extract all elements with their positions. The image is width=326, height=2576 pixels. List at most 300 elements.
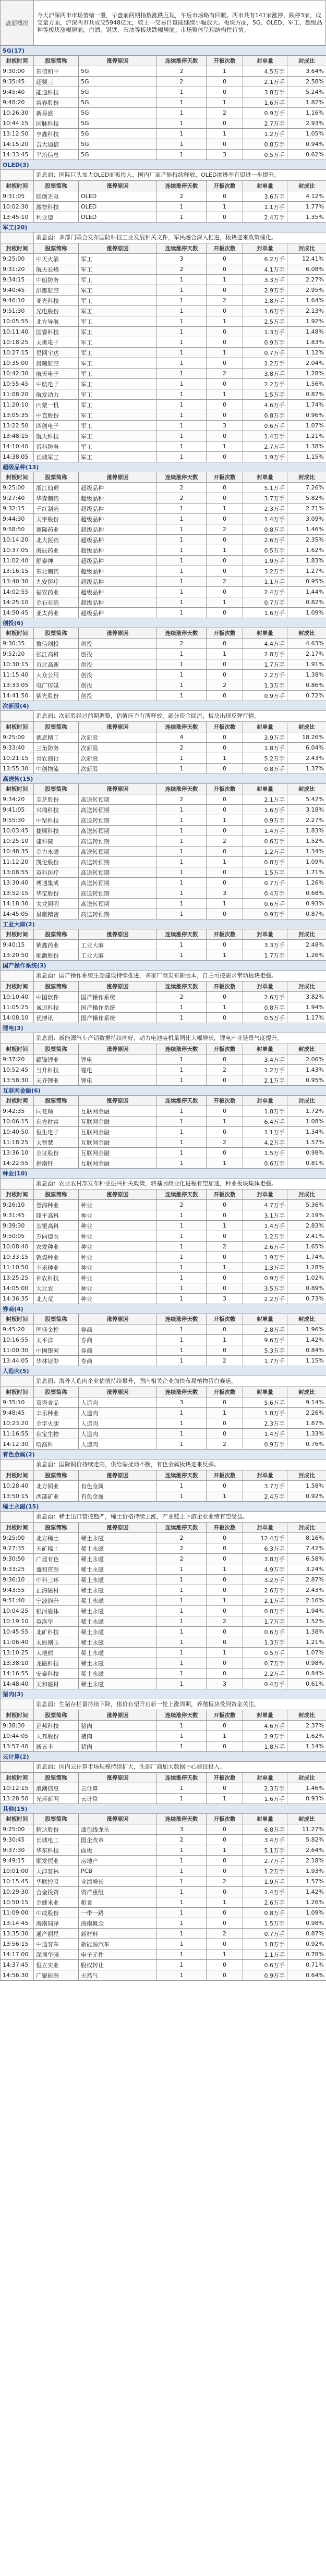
column-header: 连续涨停天数 — [157, 243, 207, 254]
seal-time-cell: 9:26:10 — [1, 1200, 34, 1210]
consecutive-days-cell: 1 — [157, 524, 207, 535]
seal-time-cell: 9:37:30 — [1, 1845, 34, 1856]
consecutive-days-cell: 2 — [157, 794, 207, 805]
limit-reason-cell: 稀土永磁 — [79, 1637, 157, 1648]
seal-volume-cell: 1.2万手 — [243, 1065, 287, 1075]
section-title: 券商(4) — [1, 1304, 326, 1314]
board-open-count-cell: 0 — [207, 1856, 243, 1866]
table-row — [1, 764, 326, 774]
board-open-count-cell: 3 — [207, 421, 243, 431]
consecutive-days-cell: 1 — [157, 1949, 207, 1960]
stock-name-cell: 天邦股份 — [34, 1731, 79, 1741]
section-note: 消息面：国内云计算市场规模持续扩大，头部厂商加大数据中心建设投入。 — [34, 1762, 326, 1773]
column-header-row — [1, 243, 326, 254]
consecutive-days-cell: 1 — [157, 659, 207, 670]
consecutive-days-cell: 1 — [157, 909, 207, 919]
consecutive-days-cell: 1 — [157, 369, 207, 379]
table-row — [1, 556, 326, 566]
board-open-count-cell: 0 — [207, 1200, 243, 1210]
table-row — [1, 431, 326, 441]
table-row — [1, 358, 326, 369]
consecutive-days-cell: 1 — [157, 1637, 207, 1648]
seal-volume-cell: 1.5万手 — [243, 1918, 287, 1929]
seal-time-cell: 14:25:10 — [1, 597, 34, 608]
board-open-count-cell: 0 — [207, 1252, 243, 1262]
table-row — [1, 1397, 326, 1408]
stock-name-cell: 五矿稀土 — [34, 1543, 79, 1554]
seal-time-cell: 11:02:40 — [1, 556, 34, 566]
limit-reason-cell: 高送转预期 — [79, 899, 157, 909]
column-header: 封板时间 — [1, 982, 34, 992]
seal-volume-cell: 2.4万手 — [243, 1491, 287, 1502]
seal-time-cell: 13:57:40 — [1, 1741, 34, 1752]
table-row — [1, 1960, 326, 1970]
limit-reason-cell: 电子元件 — [79, 1949, 157, 1960]
table-row — [1, 535, 326, 545]
board-open-count-cell: 0 — [207, 1013, 243, 1023]
limit-reason-cell: 稀土永磁 — [79, 1669, 157, 1679]
column-header: 涨停原因 — [79, 56, 157, 66]
table-row — [1, 1835, 326, 1845]
limit-reason-cell: 5G — [79, 66, 157, 77]
seal-time-cell: 13:35:30 — [1, 1929, 34, 1939]
consecutive-days-cell: 1 — [157, 1439, 207, 1450]
stock-name-cell: 中航电子 — [34, 379, 79, 389]
seal-time-cell: 11:18:25 — [1, 1137, 34, 1148]
stock-name-cell: 东信和平 — [34, 66, 79, 77]
seal-time-cell: 14:37:45 — [1, 1960, 34, 1970]
limit-reason-cell: 高送转预期 — [79, 888, 157, 899]
seal-ratio-cell: 18.26% — [287, 732, 326, 743]
consecutive-days-cell: 1 — [157, 1897, 207, 1908]
table-row — [1, 524, 326, 535]
stock-name-cell: 航天长峰 — [34, 264, 79, 275]
board-open-count-cell: 0 — [207, 659, 243, 670]
limit-reason-cell: 种业 — [79, 1242, 157, 1252]
section-note: 消息面：生猪存栏量持续下降，猪价有望开启新一轮上涨周期，养殖板块受到资金关注。 — [34, 1699, 326, 1710]
column-header-row — [1, 1523, 326, 1533]
stock-name-cell: 优博讯 — [34, 1013, 79, 1023]
seal-volume-cell: 1.6万手 — [243, 608, 287, 618]
section-note: 消息面：次新股经过前期调整，估值压力有所释放，部分资金回流，板块出现反弹行情。 — [34, 711, 326, 722]
section-note: 消息面：多部门联合发布国防科技工业发展相关文件，军民融合深入推进，板块迎来政策催化。 — [34, 232, 326, 243]
seal-volume-cell: 0.8万手 — [243, 764, 287, 774]
stock-name-cell: 中成股份 — [34, 1908, 79, 1918]
stock-name-cell: 通产丽星 — [34, 1929, 79, 1939]
stock-name-cell: 太平洋 — [34, 1335, 79, 1345]
board-open-count-cell: 1 — [207, 815, 243, 826]
column-header: 连续涨停天数 — [157, 1523, 207, 1533]
board-open-count-cell: 2 — [207, 1356, 243, 1366]
seal-ratio-cell: 5.42% — [287, 794, 326, 805]
table-row — [1, 732, 326, 743]
limit-reason-cell: 5G — [79, 129, 157, 139]
seal-volume-cell: 4.6万手 — [243, 400, 287, 410]
section-title: 创投(6) — [1, 618, 326, 628]
seal-ratio-cell: 3.82% — [287, 992, 326, 1002]
column-header: 封板时间 — [1, 1387, 34, 1397]
seal-time-cell: 13:36:10 — [1, 1148, 34, 1158]
seal-ratio-cell: 3.24% — [287, 1564, 326, 1575]
table-row — [1, 1127, 326, 1137]
table-row — [1, 1408, 326, 1418]
column-header: 开板次数 — [207, 1710, 243, 1721]
section-header — [1, 1169, 326, 1179]
seal-volume-cell: 4.5万手 — [243, 66, 287, 77]
seal-ratio-cell: 0.87% — [287, 389, 326, 400]
seal-time-cell: 9:25:00 — [1, 483, 34, 493]
seal-volume-cell: 2.3万手 — [243, 1418, 287, 1429]
seal-ratio-cell: 2.93% — [287, 118, 326, 129]
seal-time-cell: 10:29:30 — [1, 1887, 34, 1897]
column-header: 开板次数 — [207, 1189, 243, 1200]
stock-name-cell: 鲁信创投 — [34, 639, 79, 649]
board-open-count-cell: 2 — [207, 1242, 243, 1252]
seal-time-cell: 9:36:10 — [1, 1575, 34, 1585]
limit-reason-cell: 超级品种 — [79, 566, 157, 576]
seal-volume-cell: 3.4万手 — [243, 1054, 287, 1065]
limit-reason-cell: 国产操作系统 — [79, 1002, 157, 1013]
board-open-count-cell: 0 — [207, 1887, 243, 1897]
seal-volume-cell: 2.2万手 — [243, 670, 287, 680]
stock-name-cell: 吉大通信 — [34, 139, 79, 150]
consecutive-days-cell: 3 — [157, 1397, 207, 1408]
column-header: 股票简称 — [34, 784, 79, 794]
seal-time-cell: 11:08:20 — [1, 389, 34, 400]
board-open-count-cell: 2 — [207, 524, 243, 535]
column-header: 封成比 — [287, 628, 326, 639]
stock-name-cell: 太龙照明 — [34, 899, 79, 909]
limit-reason-cell: 国产操作系统 — [79, 992, 157, 1002]
limit-reason-cell: 互联网金融 — [79, 1117, 157, 1127]
table-row — [1, 379, 326, 389]
stock-name-cell: 电广传媒 — [34, 680, 79, 691]
seal-ratio-cell: 9.14% — [287, 1397, 326, 1408]
limit-reason-cell: 次新股 — [79, 732, 157, 743]
seal-volume-cell: 1.1万手 — [243, 576, 287, 587]
seal-ratio-cell: 1.57% — [287, 1137, 326, 1148]
consecutive-days-cell: 1 — [157, 764, 207, 774]
table-row — [1, 493, 326, 504]
seal-ratio-cell: 0.87% — [287, 909, 326, 919]
seal-time-cell: 9:35:10 — [1, 1397, 34, 1408]
seal-time-cell: 10:18:25 — [1, 337, 34, 348]
seal-time-cell: 14:36:35 — [1, 1294, 34, 1304]
stock-name-cell: 丰乐种业 — [34, 1262, 79, 1273]
board-open-count-cell: 0 — [207, 431, 243, 441]
limit-reason-cell: 创投 — [79, 639, 157, 649]
seal-ratio-cell: 0.92% — [287, 1939, 326, 1949]
seal-volume-cell: 4.4万手 — [243, 639, 287, 649]
stock-name-cell: 亚太药业 — [34, 608, 79, 618]
seal-ratio-cell: 0.81% — [287, 1158, 326, 1169]
stock-name-cell: 大北农 — [34, 1283, 79, 1294]
seal-time-cell: 9:52:20 — [1, 649, 34, 659]
board-open-count-cell: 0 — [207, 1148, 243, 1158]
seal-volume-cell: 1.7万手 — [243, 1616, 287, 1627]
stock-name-cell: 盛和资源 — [34, 1564, 79, 1575]
seal-volume-cell: 1.1万手 — [243, 202, 287, 212]
seal-ratio-cell: 0.93% — [287, 899, 326, 909]
seal-time-cell: 9:45:40 — [1, 87, 34, 97]
board-open-count-cell: 0 — [207, 639, 243, 649]
seal-ratio-cell: 1.72% — [287, 1106, 326, 1117]
limit-reason-cell: 互联网金融 — [79, 1137, 157, 1148]
stock-name-cell: 哈高科 — [34, 1439, 79, 1450]
limit-reason-cell: 房地产 — [79, 1856, 157, 1866]
board-open-count-cell: 1 — [207, 1564, 243, 1575]
seal-volume-cell: 1.3万手 — [243, 680, 287, 691]
table-row — [1, 1294, 326, 1304]
board-open-count-cell: 0 — [207, 212, 243, 223]
column-header-row — [1, 929, 326, 940]
table-row — [1, 1262, 326, 1273]
limit-reason-cell: 互联网金融 — [79, 1148, 157, 1158]
consecutive-days-cell: 1 — [157, 150, 207, 160]
limit-reason-cell: 创投 — [79, 649, 157, 659]
board-open-count-cell: 2 — [207, 576, 243, 587]
stock-name-cell: 天齐锂业 — [34, 1075, 79, 1086]
consecutive-days-cell: 1 — [157, 1585, 207, 1596]
limit-reason-cell: 高送转预期 — [79, 836, 157, 847]
seal-ratio-cell: 1.71% — [287, 867, 326, 878]
table-row — [1, 576, 326, 587]
table-row — [1, 202, 326, 212]
note-label — [1, 1512, 34, 1523]
board-open-count-cell: 0 — [207, 1283, 243, 1294]
limit-reason-cell: 工业大麻 — [79, 940, 157, 950]
stock-name-cell: 北方稀土 — [34, 1533, 79, 1543]
stock-name-cell: 当升科技 — [34, 1065, 79, 1075]
stock-name-cell: 万向德农 — [34, 1231, 79, 1242]
seal-volume-cell: 0.8万手 — [243, 1908, 287, 1918]
stock-name-cell: 激智科技 — [34, 202, 79, 212]
seal-volume-cell: 2.4万手 — [243, 212, 287, 223]
consecutive-days-cell: 1 — [157, 1148, 207, 1158]
seal-ratio-cell: 0.61% — [287, 1679, 326, 1689]
seal-ratio-cell: 0.93% — [287, 1794, 326, 1804]
stock-name-cell: 农发种业 — [34, 1242, 79, 1252]
column-header: 股票简称 — [34, 1387, 79, 1397]
seal-volume-cell: 1.6万手 — [243, 1794, 287, 1804]
seal-volume-cell: 3.5万手 — [243, 1283, 287, 1294]
board-open-count-cell: 1 — [207, 1794, 243, 1804]
section-title: 军工(20) — [1, 223, 326, 232]
seal-volume-cell: 2.3万手 — [243, 1783, 287, 1794]
seal-time-cell: 13:12:50 — [1, 129, 34, 139]
stock-name-cell: 大智慧 — [34, 1137, 79, 1148]
limit-reason-cell: 军工 — [79, 264, 157, 275]
section-title: 其他(15) — [1, 1804, 326, 1814]
stock-name-cell: 北大荒 — [34, 1294, 79, 1304]
seal-volume-cell: 0.9万手 — [243, 815, 287, 826]
seal-volume-cell: 2.7万手 — [243, 118, 287, 129]
board-open-count-cell: 2 — [207, 1616, 243, 1627]
section-note: 消息面：国际巨头加大OLED面板投入，国内厂商产能持续释放，OLED渗透率有望进一步提升。 — [34, 170, 326, 181]
column-header: 封成比 — [287, 1523, 326, 1533]
stock-name-cell: 天和磁材 — [34, 1679, 79, 1689]
seal-ratio-cell: 0.95% — [287, 1075, 326, 1086]
seal-time-cell: 14:22:55 — [1, 1158, 34, 1169]
stock-name-cell: 建科院 — [34, 836, 79, 847]
table-row — [1, 296, 326, 306]
limit-reason-cell: OLED — [79, 202, 157, 212]
consecutive-days-cell: 2 — [157, 1533, 207, 1543]
seal-ratio-cell: 1.34% — [287, 847, 326, 857]
limit-reason-cell: 面板 — [79, 1845, 157, 1856]
column-header: 涨停原因 — [79, 1710, 157, 1721]
limit-reason-cell: 次新股 — [79, 753, 157, 764]
table-row — [1, 1564, 326, 1575]
seal-volume-cell: 1.2万手 — [243, 847, 287, 857]
seal-time-cell: 9:32:15 — [1, 504, 34, 514]
seal-ratio-cell: 1.46% — [287, 524, 326, 535]
column-header: 连续涨停天数 — [157, 1710, 207, 1721]
consecutive-days-cell: 4 — [157, 732, 207, 743]
column-header: 封成比 — [287, 722, 326, 732]
table-row — [1, 77, 326, 87]
seal-time-cell: 10:55:45 — [1, 379, 34, 389]
limit-reason-cell: 军工 — [79, 348, 157, 358]
board-open-count-cell: 2 — [207, 1929, 243, 1939]
board-open-count-cell: 0 — [207, 285, 243, 296]
seal-volume-cell: 2.1万手 — [243, 1075, 287, 1086]
seal-time-cell: 13:33:05 — [1, 680, 34, 691]
seal-time-cell: 10:50:15 — [1, 1897, 34, 1908]
seal-volume-cell: 1.8万手 — [243, 1408, 287, 1418]
seal-volume-cell: 3.8万手 — [243, 369, 287, 379]
limit-reason-cell: 稀土永磁 — [79, 1627, 157, 1637]
seal-time-cell: 14:45:05 — [1, 909, 34, 919]
column-header: 连续涨停天数 — [157, 1044, 207, 1054]
seal-volume-cell: 2.5万手 — [243, 316, 287, 327]
column-header: 封成比 — [287, 1189, 326, 1200]
seal-ratio-cell: 1.17% — [287, 1013, 326, 1023]
table-row — [1, 212, 326, 223]
consecutive-days-cell: 1 — [157, 202, 207, 212]
table-row — [1, 421, 326, 431]
limit-reason-cell: 海南概念 — [79, 1918, 157, 1929]
seal-time-cell: 9:39:30 — [1, 1221, 34, 1231]
limit-reason-cell: 军工 — [79, 410, 157, 421]
stock-name-cell: 九安医疗 — [34, 576, 79, 587]
board-open-count-cell: 0 — [207, 1939, 243, 1949]
table-row — [1, 1918, 326, 1929]
limit-reason-cell: 高送转预期 — [79, 826, 157, 836]
limit-reason-cell: 军工 — [79, 306, 157, 316]
board-open-count-cell: 0 — [207, 535, 243, 545]
board-open-count-cell: 1 — [207, 1262, 243, 1273]
seal-volume-cell: 2.6万手 — [243, 992, 287, 1002]
board-open-count-cell: 0 — [207, 452, 243, 462]
limit-reason-cell: 云计算 — [79, 1794, 157, 1804]
board-open-count-cell: 0 — [207, 87, 243, 97]
table-row — [1, 369, 326, 379]
seal-ratio-cell: 1.64% — [287, 296, 326, 306]
board-open-count-cell: 1 — [207, 545, 243, 556]
seal-time-cell: 9:25:00 — [1, 1824, 34, 1835]
stock-name-cell: 英科医疗 — [34, 867, 79, 878]
consecutive-days-cell: 1 — [157, 358, 207, 369]
board-open-count-cell: 1 — [207, 1491, 243, 1502]
seal-ratio-cell: 1.07% — [287, 1648, 326, 1658]
board-open-count-cell: 0 — [207, 1345, 243, 1356]
limit-reason-cell: 军工 — [79, 358, 157, 369]
consecutive-days-cell: 1 — [157, 389, 207, 400]
seal-volume-cell: 6.3万手 — [243, 1543, 287, 1554]
seal-ratio-cell: 5.82% — [287, 493, 326, 504]
table-row — [1, 1876, 326, 1887]
stock-name-cell: 中船防务 — [34, 275, 79, 285]
seal-volume-cell: 0.4万手 — [243, 888, 287, 899]
stock-name-cell: 英洛华 — [34, 1616, 79, 1627]
seal-ratio-cell: 1.92% — [287, 316, 326, 327]
seal-volume-cell: 4.6万手 — [243, 1721, 287, 1731]
seal-time-cell: 11:00:30 — [1, 1345, 34, 1356]
board-open-count-cell: 0 — [207, 670, 243, 680]
seal-volume-cell: 1.8万手 — [243, 743, 287, 753]
seal-ratio-cell: 1.26% — [287, 1897, 326, 1908]
column-header: 封成比 — [287, 56, 326, 66]
stock-name-cell: 西部矿业 — [34, 1491, 79, 1502]
consecutive-days-cell: 1 — [157, 847, 207, 857]
board-open-count-cell: 1 — [207, 1002, 243, 1013]
seal-ratio-cell: 1.43% — [287, 1065, 326, 1075]
consecutive-days-cell: 1 — [157, 576, 207, 587]
column-header: 涨停原因 — [79, 243, 157, 254]
limit-reason-cell: 超级品种 — [79, 493, 157, 504]
table-row — [1, 1533, 326, 1543]
section-note: 消息面：新能源汽车产销数据持续向好，动力电池装机量同比大幅增长，锂电产业链景气度提升。 — [34, 1033, 326, 1044]
section-note-row — [1, 232, 326, 243]
stock-name-cell: 亨鑫科技 — [34, 129, 79, 139]
limit-reason-cell: 军工 — [79, 452, 157, 462]
column-header: 连续涨停天数 — [157, 784, 207, 794]
seal-time-cell: 14:16:55 — [1, 1669, 34, 1679]
seal-volume-cell: 1.7万手 — [243, 950, 287, 961]
board-open-count-cell: 3 — [207, 150, 243, 160]
board-open-count-cell: 0 — [207, 1606, 243, 1616]
consecutive-days-cell: 1 — [157, 1491, 207, 1502]
limit-reason-cell: 互联网金融 — [79, 1158, 157, 1169]
table-row — [1, 1783, 326, 1794]
column-header: 封单量 — [243, 1387, 287, 1397]
seal-time-cell: 10:12:15 — [1, 1783, 34, 1794]
section-title: 人造肉(5) — [1, 1366, 326, 1376]
seal-time-cell: 10:35:00 — [1, 358, 34, 369]
table-row — [1, 1679, 326, 1689]
seal-ratio-cell: 1.28% — [287, 1262, 326, 1273]
limit-reason-cell: 券商 — [79, 1324, 157, 1335]
seal-volume-cell: 0.4万手 — [243, 1679, 287, 1689]
stock-name-cell: 敦煌种业 — [34, 1252, 79, 1262]
seal-ratio-cell: 1.15% — [287, 452, 326, 462]
limit-reason-cell: 锂电 — [79, 1054, 157, 1065]
stock-name-cell: 北方铜业 — [34, 1481, 79, 1491]
seal-time-cell: 9:38:30 — [1, 1721, 34, 1731]
stock-name-cell: 中国银河 — [34, 1345, 79, 1356]
table-row — [1, 1627, 326, 1637]
consecutive-days-cell: 2 — [157, 493, 207, 504]
stock-name-cell: 新五丰 — [34, 1741, 79, 1752]
seal-ratio-cell: 1.65% — [287, 1242, 326, 1252]
section-title: 工业大麻(2) — [1, 919, 326, 929]
stock-name-cell: 恒立实业 — [34, 1960, 79, 1970]
stock-name-cell: 长城电工 — [34, 1835, 79, 1845]
consecutive-days-cell: 1 — [157, 285, 207, 296]
consecutive-days-cell: 1 — [157, 1158, 207, 1169]
seal-time-cell: 9:33:40 — [1, 743, 34, 753]
